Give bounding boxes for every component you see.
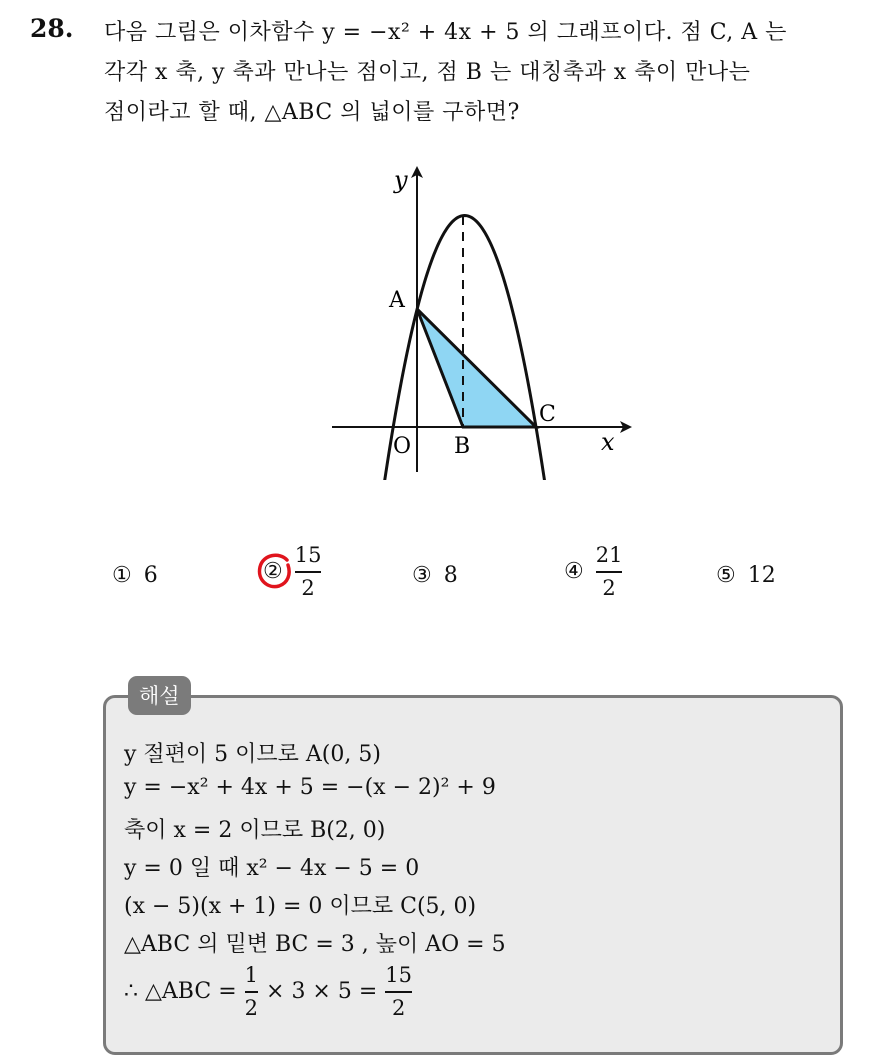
choice-2-number: ②: [263, 559, 283, 584]
choice-4-number: ④: [564, 559, 584, 585]
solution-line-5: (x − 5)(x + 1) = 0 이므로 C(5, 0): [124, 894, 477, 919]
label-x: x: [601, 428, 615, 456]
solution-tag: 해설: [128, 676, 191, 715]
solution-line-7: [124, 965, 412, 1019]
selected-circle-mark: [254, 550, 296, 592]
solution-line-3: 축이 x = 2 이므로 B(2, 0): [124, 818, 386, 843]
solution-line-6: △ABC 의 밑변 BC = 3 , 높이 AO = 5: [124, 932, 506, 957]
choice-1-number: ①: [112, 563, 132, 588]
question-line-2: 각각 x 축, y 축과 만나는 점이고, 점 B 는 대칭축과 x 축이 만나는: [104, 60, 751, 85]
label-b: B: [454, 434, 471, 459]
choice-5[interactable]: [716, 563, 776, 588]
choice-4-fraction: $\frac{21}{2}$: [595, 543, 623, 600]
final-prefix: ∴ △ABC =: [124, 979, 237, 1005]
choice-1-value: 6: [143, 563, 158, 588]
answer-choices: [0, 545, 884, 615]
question-number: 28.: [30, 14, 74, 43]
solution-line-1: y 절편이 5 이므로 A(0, 5): [124, 742, 381, 767]
solution-line-2: y = −x² + 4x + 5 = −(x − 2)² + 9: [124, 775, 496, 800]
question-line-1: 다음 그림은 이차함수 y = −x² + 4x + 5 의 그래프이다. 점 C, A 는: [104, 20, 787, 45]
label-origin: O: [393, 434, 412, 459]
choice-5-value: 12: [747, 563, 776, 588]
label-y: y: [394, 166, 408, 194]
choice-2-fraction: $\frac{15}{2}$: [294, 543, 322, 600]
solution-line-4: y = 0 일 때 x² − 4x − 5 = 0: [124, 856, 420, 881]
triangle-abc: [417, 309, 536, 427]
choice-3-value: 8: [443, 563, 458, 588]
answer-fraction: $\frac{15}{2}$: [385, 963, 413, 1020]
label-c: C: [539, 402, 556, 427]
choice-3[interactable]: [412, 563, 458, 588]
choice-1[interactable]: [112, 563, 158, 588]
half-fraction: $\frac{1}{2}$: [244, 963, 259, 1020]
choice-5-number: ⑤: [716, 563, 736, 588]
choice-2[interactable]: [263, 545, 321, 599]
final-mult: × 3 × 5 =: [266, 979, 378, 1005]
parabola-figure: [320, 160, 640, 480]
label-a: A: [389, 288, 405, 313]
choice-3-number: ③: [412, 563, 432, 588]
choice-4[interactable]: [564, 545, 622, 599]
question-line-3: 점이라고 할 때, △ABC 의 넓이를 구하면?: [104, 100, 520, 125]
